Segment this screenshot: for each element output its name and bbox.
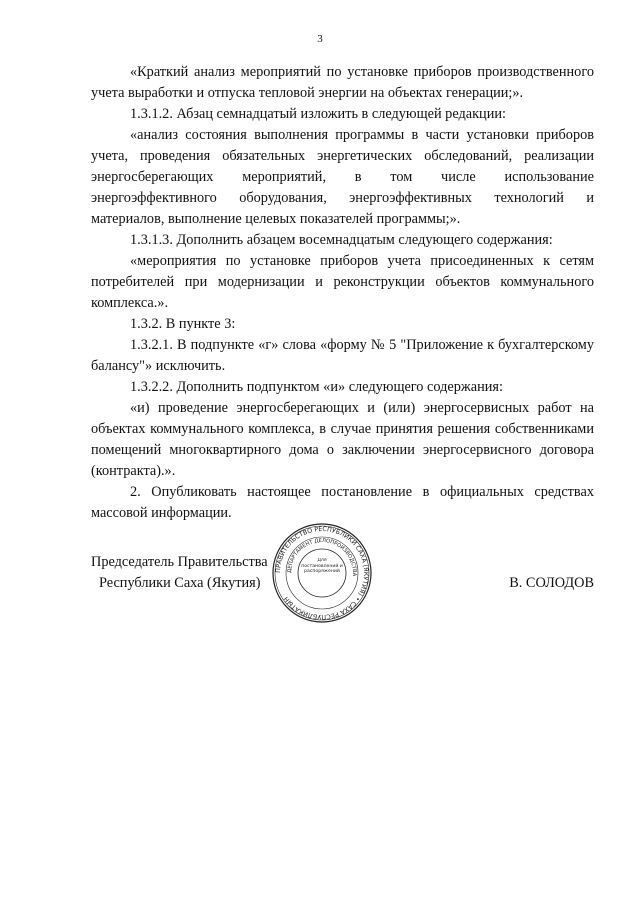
document-body bbox=[91, 62, 594, 524]
page-number: 3 bbox=[317, 33, 323, 45]
paragraph: 1.3.1.2. Абзац семнадцатый изложить в следующей редакции: bbox=[130, 106, 506, 122]
seal-outer-text: ПРАВИТЕЛЬСТВО РЕСПУБЛИКИ САХА (ЯКУТИЯ) • САХА РЕСПУБЛИКАТЫН bbox=[274, 525, 370, 621]
paragraph: 1.3.1.3. Дополнить абзацем восемнадцатым следующего содержания: bbox=[130, 232, 553, 248]
paragraph: «Краткий анализ мероприятий по установке приборов производственного учета выработки и отпуска тепловой энергии на объектах генерации;». bbox=[91, 64, 594, 101]
official-seal-stamp bbox=[271, 522, 373, 624]
signature-block bbox=[91, 525, 594, 662]
paragraph: 1.3.2. В пункте 3: bbox=[130, 316, 236, 332]
paragraph: 2. Опубликовать настоящее постановление в официальных средствах массовой информации. bbox=[91, 484, 594, 521]
seal-inner-text: ДЕПАРТАМЕНТ ДЕЛОПРОИЗВОДСТВА bbox=[286, 537, 358, 577]
paragraph: «и) проведение энергосберегающих и (или) энергосервисных работ на объектах коммунального комплекса, в случае принятия решения собственниками помещений многоквартирного дома о заключении энергосервисного договора (контракта).». bbox=[91, 400, 594, 479]
signer-title-line-1: Председатель Правительства bbox=[91, 554, 268, 570]
paragraph: «анализ состояния выполнения программы в части установки приборов учета, проведения обязательных энергетических обследований, реализации энергосберегающих мероприятий, в том числе использованиe энергоэффективного оборудования, энергоэффективных технологий и материалов, выполнение целевых показателей программы;». bbox=[91, 127, 594, 227]
seal-center-text: Для постановлений и распоряжений bbox=[301, 558, 343, 575]
paragraph: 1.3.2.2. Дополнить подпунктом «и» следующего содержания: bbox=[130, 379, 503, 395]
paragraph: 1.3.2.1. В подпункте «г» слова «форму № 5 "Приложение к бухгалтерскому балансу"» исключить. bbox=[91, 337, 594, 374]
signer-name: В. СОЛОДОВ bbox=[509, 575, 594, 591]
signer-title-line-2: Республики Саха (Якутия) bbox=[99, 575, 261, 591]
paragraph: «мероприятия по установке приборов учета присоединенных к сетям потребителей при модернизации и реконструкции объектов коммунального комплекса.». bbox=[91, 253, 594, 311]
